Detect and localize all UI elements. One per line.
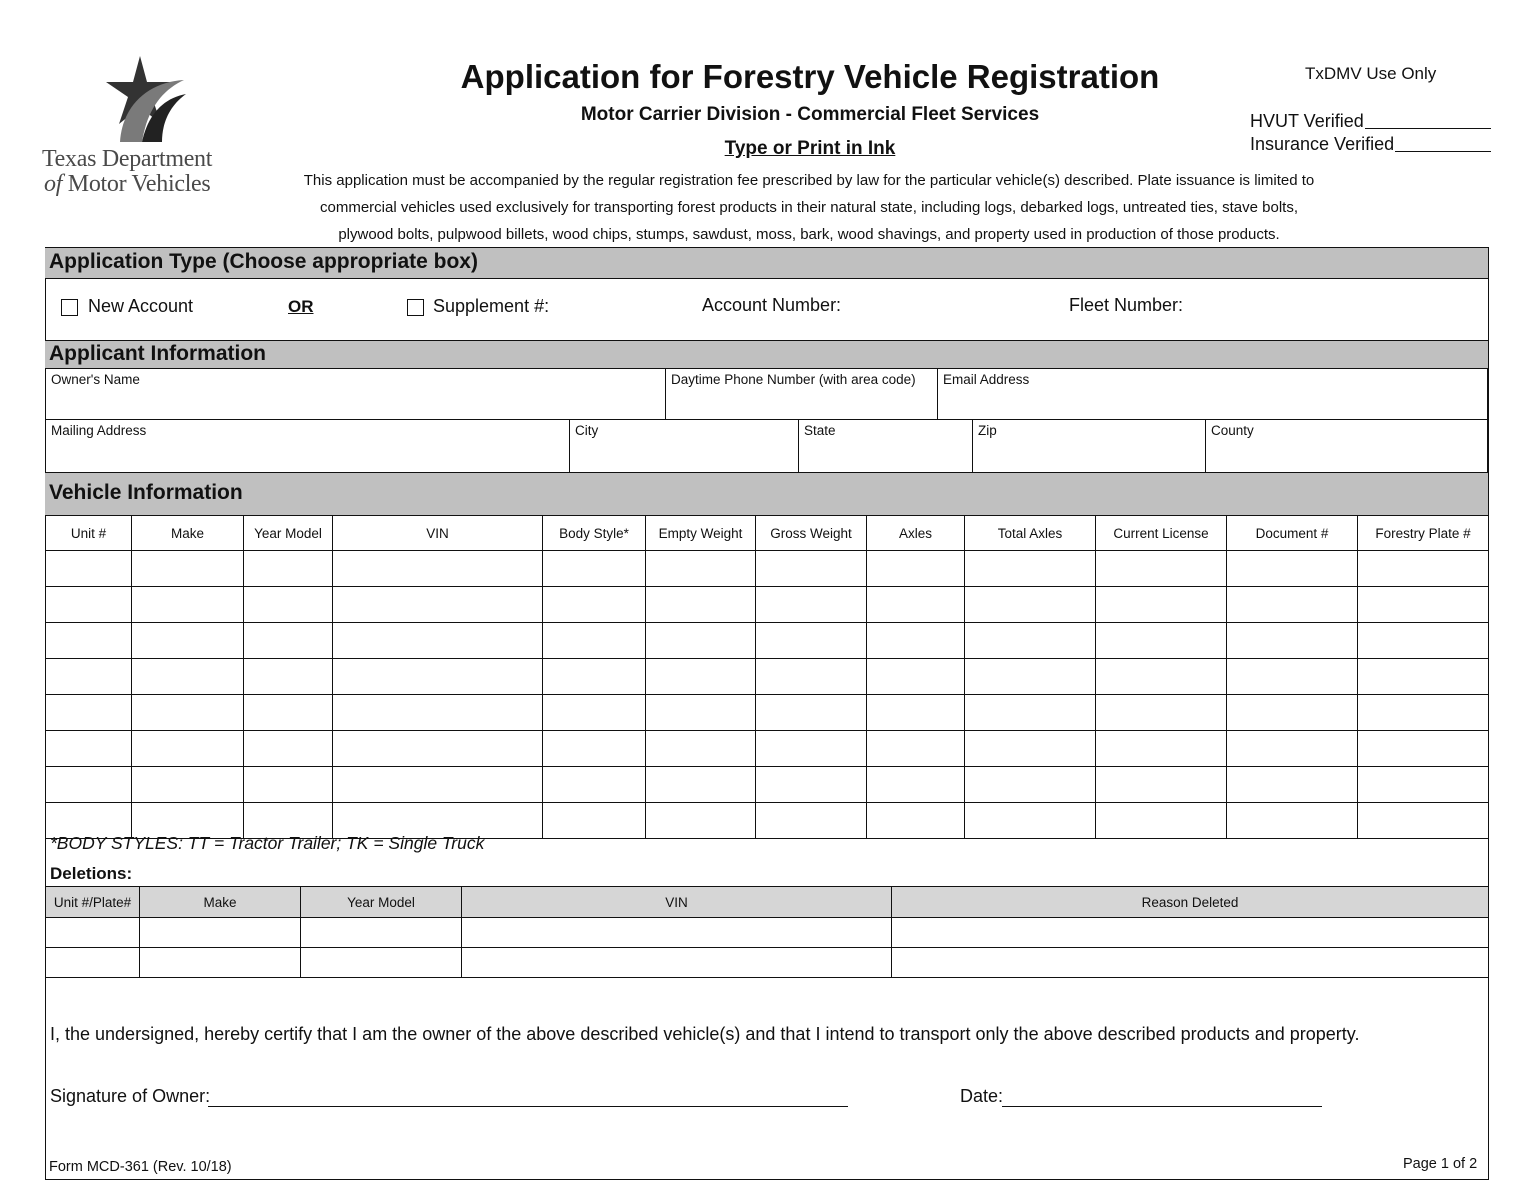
col-forestry-plate: Forestry Plate # xyxy=(1358,516,1489,551)
del-col-make: Make xyxy=(140,887,301,918)
vehicle-cell[interactable] xyxy=(1358,695,1489,731)
new-account-label: New Account xyxy=(88,296,194,316)
form-title: Application for Forestry Vehicle Registration xyxy=(460,58,1160,95)
vehicle-cell[interactable] xyxy=(46,623,132,659)
vehicle-cell[interactable] xyxy=(46,731,132,767)
form-number: Form MCD-361 (Rev. 10/18) xyxy=(49,1159,232,1175)
vehicle-cell[interactable] xyxy=(1096,623,1227,659)
vehicle-cell[interactable] xyxy=(867,587,965,623)
vehicle-cell[interactable] xyxy=(333,659,543,695)
intro-text-line1: This application must be accompanied by the regular registration fee prescribed by law for the particular vehicle(s) described. Plate issuance is limited to xyxy=(303,172,1315,189)
logo-text-line1: Texas Department xyxy=(42,146,213,172)
vehicle-cell[interactable] xyxy=(1227,767,1358,803)
vehicle-cell[interactable] xyxy=(543,803,646,839)
col-total-axles: Total Axles xyxy=(965,516,1096,551)
signature-label: Signature of Owner: xyxy=(50,1086,211,1106)
vehicle-cell[interactable] xyxy=(132,695,244,731)
intro-text-line3: plywood bolts, pulpwood billets, wood chips, stumps, sawdust, moss, bark, wood shavings, and property used in production of those products. xyxy=(338,226,1280,243)
vehicle-cell[interactable] xyxy=(1096,767,1227,803)
vehicle-cell[interactable] xyxy=(756,623,867,659)
col-body-style: Body Style* xyxy=(543,516,646,551)
vehicle-cell[interactable] xyxy=(333,695,543,731)
vehicle-cell[interactable] xyxy=(756,551,867,587)
applicant-information-heading: Applicant Information xyxy=(45,340,1488,369)
zip-label: Zip xyxy=(978,423,997,438)
signature-field[interactable] xyxy=(208,1106,848,1107)
deletion-cell[interactable] xyxy=(301,948,462,978)
col-vin: VIN xyxy=(333,516,543,551)
owners-name-field[interactable] xyxy=(45,368,666,420)
col-empty-weight: Empty Weight xyxy=(646,516,756,551)
vehicle-cell[interactable] xyxy=(1227,551,1358,587)
vehicle-row xyxy=(46,587,1489,623)
vehicle-cell[interactable] xyxy=(1358,767,1489,803)
vehicle-cell[interactable] xyxy=(1096,659,1227,695)
email-field[interactable] xyxy=(937,368,1488,420)
vehicle-cell[interactable] xyxy=(965,767,1096,803)
vehicle-cell[interactable] xyxy=(756,695,867,731)
insurance-verified-label: Insurance Verified xyxy=(1250,134,1395,154)
vehicle-cell[interactable] xyxy=(132,767,244,803)
deletion-cell[interactable] xyxy=(892,948,1489,978)
date-label: Date: xyxy=(960,1086,1004,1106)
phone-field[interactable] xyxy=(665,368,938,420)
vehicle-cell[interactable] xyxy=(1096,731,1227,767)
zip-field[interactable] xyxy=(972,419,1206,473)
vehicle-cell[interactable] xyxy=(756,803,867,839)
del-col-reason: Reason Deleted xyxy=(892,887,1489,918)
county-label: County xyxy=(1211,423,1254,438)
vehicle-cell[interactable] xyxy=(1358,803,1489,839)
vehicle-cell[interactable] xyxy=(1227,623,1358,659)
vehicle-cell[interactable] xyxy=(46,587,132,623)
phone-label: Daytime Phone Number (with area code) xyxy=(671,372,916,387)
vehicle-cell[interactable] xyxy=(646,695,756,731)
vehicle-cell[interactable] xyxy=(132,731,244,767)
vehicle-cell[interactable] xyxy=(646,587,756,623)
col-axles: Axles xyxy=(867,516,965,551)
vehicle-cell[interactable] xyxy=(244,767,333,803)
vehicle-cell[interactable] xyxy=(965,623,1096,659)
vehicle-cell[interactable] xyxy=(756,767,867,803)
vehicle-cell[interactable] xyxy=(46,551,132,587)
vehicle-cell[interactable] xyxy=(1227,695,1358,731)
insurance-verified-field[interactable] xyxy=(1395,151,1491,152)
col-unit: Unit # xyxy=(46,516,132,551)
date-field[interactable] xyxy=(1002,1106,1322,1107)
vehicle-cell[interactable] xyxy=(543,695,646,731)
vehicle-cell[interactable] xyxy=(646,803,756,839)
new-account-checkbox[interactable] xyxy=(61,299,78,316)
deletion-cell[interactable] xyxy=(140,948,301,978)
col-gross-weight: Gross Weight xyxy=(756,516,867,551)
vehicle-row xyxy=(46,731,1489,767)
vehicle-cell[interactable] xyxy=(244,659,333,695)
city-label: City xyxy=(575,423,599,438)
vehicle-cell[interactable] xyxy=(1227,803,1358,839)
vehicle-cell[interactable] xyxy=(46,695,132,731)
city-field[interactable] xyxy=(569,419,799,473)
vehicle-cell[interactable] xyxy=(1096,587,1227,623)
deletion-cell[interactable] xyxy=(462,948,892,978)
vehicle-cell[interactable] xyxy=(244,695,333,731)
vehicle-cell[interactable] xyxy=(867,551,965,587)
fleet-number-label: Fleet Number: xyxy=(1069,295,1184,315)
mailing-address-field[interactable] xyxy=(45,419,570,473)
vehicle-cell[interactable] xyxy=(646,551,756,587)
col-current-license: Current License xyxy=(1096,516,1227,551)
star-swoosh-icon xyxy=(92,52,192,147)
txdmv-use-only-label: TxDMV Use Only xyxy=(1305,64,1437,83)
vehicle-cell[interactable] xyxy=(756,659,867,695)
vehicle-cell[interactable] xyxy=(867,623,965,659)
vehicle-cell[interactable] xyxy=(965,587,1096,623)
vehicle-row xyxy=(46,623,1489,659)
supplement-label: Supplement #: xyxy=(433,296,550,316)
del-col-unit-plate: Unit #/Plate# xyxy=(46,887,140,918)
vehicle-cell[interactable] xyxy=(132,587,244,623)
or-label: OR xyxy=(288,297,314,316)
email-label: Email Address xyxy=(943,372,1030,387)
deletion-cell[interactable] xyxy=(46,918,140,948)
application-type-heading: Application Type (Choose appropriate box) xyxy=(45,247,1488,279)
deletions-heading: Deletions: xyxy=(50,864,133,883)
print-instruction: Type or Print in Ink xyxy=(724,138,896,159)
hvut-verified-label: HVUT Verified xyxy=(1250,111,1364,131)
vehicle-cell[interactable] xyxy=(543,731,646,767)
vehicle-cell[interactable] xyxy=(333,587,543,623)
vehicle-cell[interactable] xyxy=(646,767,756,803)
page-number: Page 1 of 2 xyxy=(1403,1156,1478,1172)
vehicle-cell[interactable] xyxy=(867,731,965,767)
vehicle-cell[interactable] xyxy=(132,659,244,695)
vehicle-information-heading: Vehicle Information xyxy=(45,472,1488,516)
vehicle-cell[interactable] xyxy=(646,659,756,695)
vehicle-cell[interactable] xyxy=(333,623,543,659)
col-make: Make xyxy=(132,516,244,551)
vehicle-cell[interactable] xyxy=(1358,587,1489,623)
deletions-table xyxy=(45,886,1489,978)
vehicle-cell[interactable] xyxy=(1096,551,1227,587)
vehicle-cell[interactable] xyxy=(543,623,646,659)
deletion-cell[interactable] xyxy=(46,948,140,978)
vehicle-cell[interactable] xyxy=(244,623,333,659)
vehicle-cell[interactable] xyxy=(333,551,543,587)
vehicle-cell[interactable] xyxy=(244,587,333,623)
vehicle-cell[interactable] xyxy=(132,551,244,587)
vehicle-cell[interactable] xyxy=(965,551,1096,587)
vehicle-cell[interactable] xyxy=(132,623,244,659)
deletion-cell[interactable] xyxy=(140,918,301,948)
vehicle-cell[interactable] xyxy=(965,731,1096,767)
vehicle-cell[interactable] xyxy=(1358,659,1489,695)
vehicle-cell[interactable] xyxy=(756,587,867,623)
intro-text-line2: commercial vehicles used exclusively for transporting forest products in their natural state, including logs, debarked logs, untreated ties, stave bolts, xyxy=(320,199,1298,216)
vehicle-cell[interactable] xyxy=(646,623,756,659)
vehicle-cell[interactable] xyxy=(646,731,756,767)
deletion-cell[interactable] xyxy=(462,918,892,948)
vehicle-cell[interactable] xyxy=(965,695,1096,731)
vehicle-cell[interactable] xyxy=(543,587,646,623)
col-year-model: Year Model xyxy=(244,516,333,551)
form-subtitle: Motor Carrier Division - Commercial Fleet Services xyxy=(580,104,1040,125)
vehicle-cell[interactable] xyxy=(1227,659,1358,695)
account-number-label: Account Number: xyxy=(702,295,842,315)
vehicle-row xyxy=(46,695,1489,731)
vehicle-cell[interactable] xyxy=(965,803,1096,839)
vehicle-cell[interactable] xyxy=(965,659,1096,695)
state-field[interactable] xyxy=(798,419,973,473)
del-col-vin: VIN xyxy=(462,887,892,918)
vehicle-cell[interactable] xyxy=(867,695,965,731)
vehicle-cell[interactable] xyxy=(867,767,965,803)
deletion-cell[interactable] xyxy=(301,918,462,948)
deletion-row xyxy=(46,918,1489,948)
vehicle-cell[interactable] xyxy=(1358,731,1489,767)
vehicle-cell[interactable] xyxy=(1358,551,1489,587)
vehicle-table-header xyxy=(46,516,1489,551)
body-styles-note: *BODY STYLES: TT = Tractor Trailer; TK = Single Truck xyxy=(50,833,485,853)
certification-statement: I, the undersigned, hereby certify that I am the owner of the above described vehicle(s) and that I intend to transport only the above described products and property. xyxy=(50,1024,1360,1044)
vehicle-cell[interactable] xyxy=(543,659,646,695)
txdmv-logo xyxy=(40,50,245,200)
state-label: State xyxy=(804,423,836,438)
supplement-checkbox[interactable] xyxy=(407,299,424,316)
deletions-table-header xyxy=(46,887,1489,918)
vehicle-table xyxy=(45,515,1489,839)
vehicle-cell[interactable] xyxy=(543,767,646,803)
vehicle-cell[interactable] xyxy=(1358,623,1489,659)
vehicle-cell[interactable] xyxy=(46,659,132,695)
logo-text-line2: of Motor Vehicles xyxy=(44,171,211,197)
deletion-row xyxy=(46,948,1489,978)
owners-name-label: Owner's Name xyxy=(51,372,140,387)
vehicle-cell[interactable] xyxy=(333,731,543,767)
vehicle-cell[interactable] xyxy=(244,731,333,767)
mailing-address-label: Mailing Address xyxy=(51,423,147,438)
vehicle-cell[interactable] xyxy=(543,551,646,587)
vehicle-row xyxy=(46,767,1489,803)
vehicle-cell[interactable] xyxy=(1096,695,1227,731)
col-document: Document # xyxy=(1227,516,1358,551)
vehicle-cell[interactable] xyxy=(1096,803,1227,839)
county-field[interactable] xyxy=(1205,419,1488,473)
vehicle-row xyxy=(46,551,1489,587)
vehicle-cell[interactable] xyxy=(1227,587,1358,623)
deletion-cell[interactable] xyxy=(892,918,1489,948)
del-col-year-model: Year Model xyxy=(301,887,462,918)
vehicle-cell[interactable] xyxy=(756,731,867,767)
vehicle-cell[interactable] xyxy=(867,659,965,695)
vehicle-cell[interactable] xyxy=(46,767,132,803)
vehicle-cell[interactable] xyxy=(244,551,333,587)
vehicle-row xyxy=(46,659,1489,695)
vehicle-cell[interactable] xyxy=(867,803,965,839)
hvut-verified-field[interactable] xyxy=(1365,128,1491,129)
vehicle-cell[interactable] xyxy=(333,767,543,803)
vehicle-cell[interactable] xyxy=(1227,731,1358,767)
